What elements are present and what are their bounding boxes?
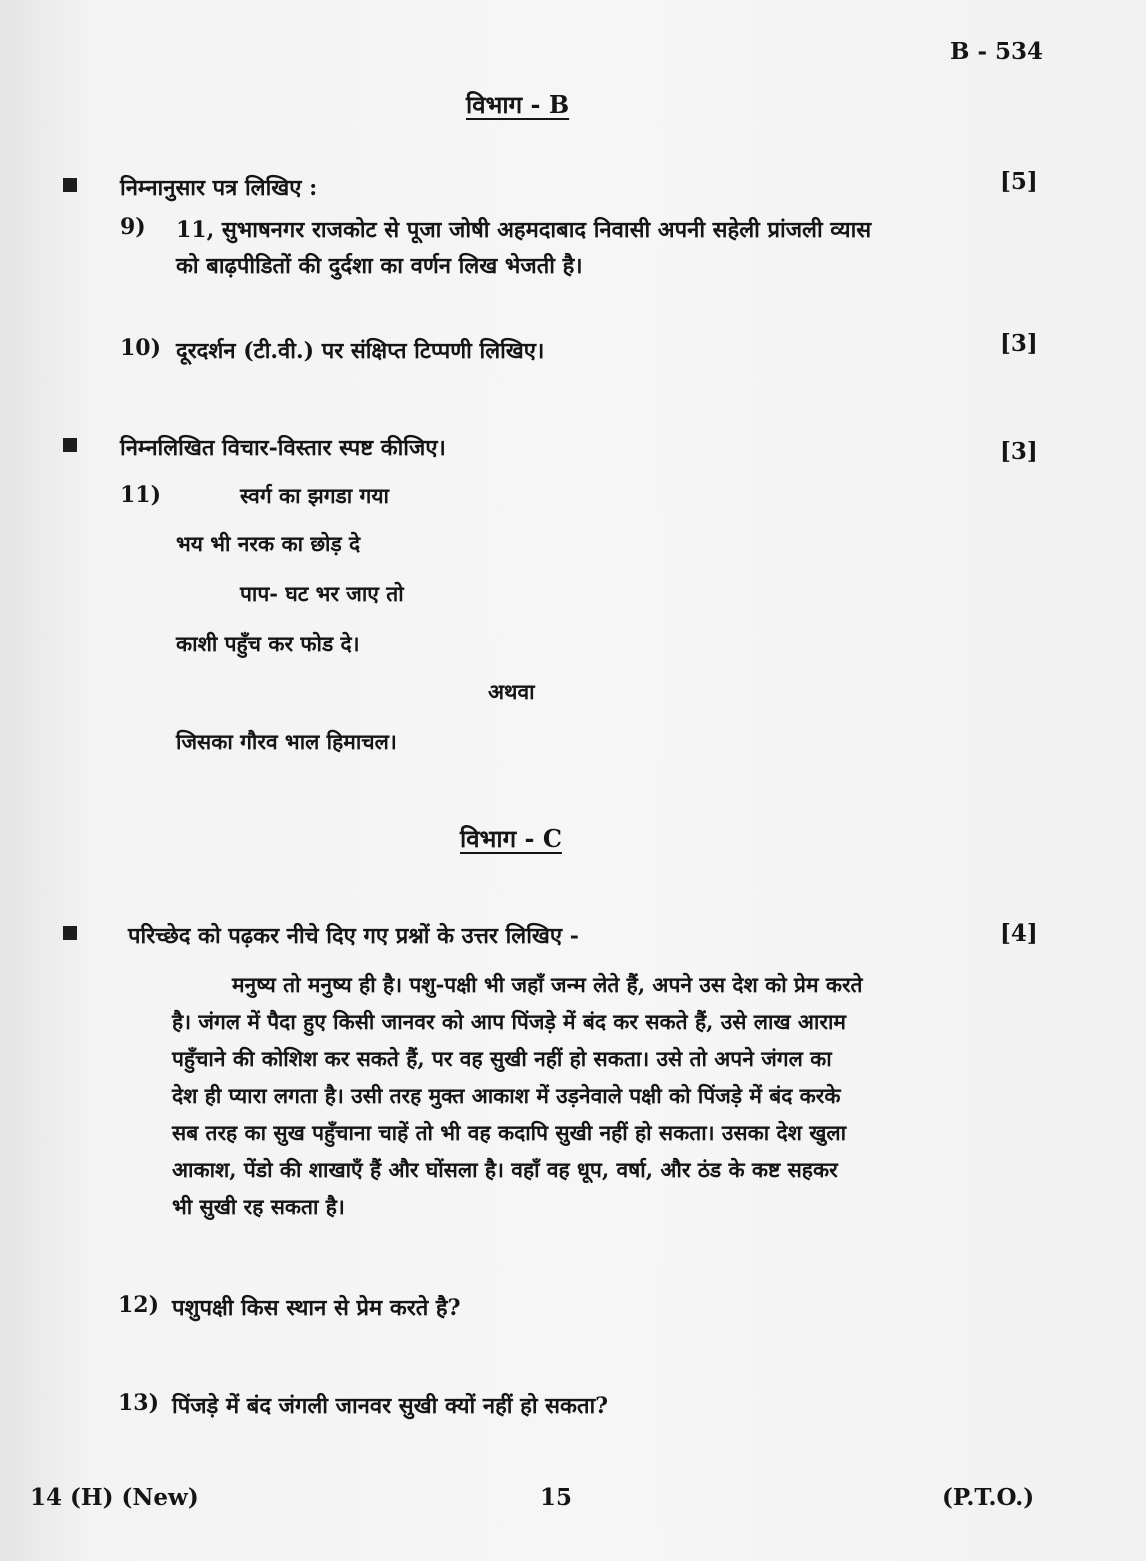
passage-instruction: परिच्छेद को पढ़कर नीचे दिए गए प्रश्नों के उत्तर लिखिए -: [128, 923, 579, 949]
q11-verse-line-1: स्वर्ग का झगडा गया: [240, 483, 389, 508]
q11-number: 11): [120, 482, 162, 508]
passage: [172, 966, 972, 1225]
q10-number: 10): [120, 335, 162, 361]
bullet-icon: [63, 438, 77, 452]
passage-line: पहुँचाने की कोशिश कर सकते हैं, पर वह सुखी नहीं हो सकता। उसे तो अपने जंगल का: [172, 1046, 832, 1071]
expansion-marks: [3]: [1000, 438, 1038, 465]
passage-line: सब तरह का सुख पहुँचाना चाहें तो भी वह कदापि सुखी नहीं हो सकता। उसका देश खुला: [172, 1120, 847, 1145]
section-b-title: विभाग - B: [466, 90, 570, 119]
q9-line-2: को बाढ़पीडितों की दुर्दशा का वर्णन लिख भेजती है।: [176, 253, 583, 279]
q10-marks: [3]: [1000, 330, 1038, 357]
letter-marks: [5]: [1000, 168, 1038, 195]
passage-marks: [4]: [1000, 920, 1038, 947]
passage-line: मनुष्य तो मनुष्य ही है। पशु-पक्षी भी जहाँ जन्म लेते हैं, अपने उस देश को प्रेम करते: [232, 972, 863, 997]
q9-line-1: 11, सुभाषनगर राजकोट से पूजा जोषी अहमदाबाद निवासी अपनी सहेली प्रांजली व्यास: [176, 217, 872, 243]
q10-text: दूरदर्शन (टी.वी.) पर संक्षिप्त टिप्पणी लिखिए।: [176, 338, 545, 364]
paper-code: B - 534: [950, 38, 1044, 65]
passage-line: भी सुखी रह सकता है।: [172, 1194, 345, 1219]
letter-instruction: निम्नानुसार पत्र लिखिए :: [120, 175, 318, 201]
q11-verse-line-2: भय भी नरक का छोड़ दे: [176, 531, 361, 556]
passage-line: देश ही प्यारा लगता है। उसी तरह मुक्त आकाश में उड़नेवाले पक्षी को पिंजड़े में बंद करके: [172, 1083, 841, 1108]
bullet-icon: [63, 926, 77, 940]
footer-paper-id: 14 (H) (New): [30, 1484, 199, 1511]
passage-line: आकाश, पेंडो की शाखाएँ हैं और घोंसला है। वहाँ वह धूप, वर्षा, और ठंड के कष्ट सहकर: [172, 1157, 838, 1182]
q11-alternative: जिसका गौरव भाल हिमाचल।: [176, 729, 397, 754]
q9-number: 9): [120, 214, 146, 240]
q13-text: पिंजड़े में बंद जंगली जानवर सुखी क्यों नहीं हो सकता?: [172, 1393, 609, 1419]
q11-or: अथवा: [488, 679, 535, 704]
footer-pto: (P.T.O.): [942, 1484, 1035, 1511]
q12-number: 12): [118, 1292, 160, 1318]
expansion-instruction: निम्नलिखित विचार-विस्तार स्पष्ट कीजिए।: [120, 435, 446, 461]
q11-verse-line-4: काशी पहुँच कर फोड दे।: [176, 631, 360, 656]
section-c-title: विभाग - C: [460, 824, 562, 853]
q13-number: 13): [118, 1390, 160, 1416]
bullet-icon: [63, 178, 77, 192]
q12-text: पशुपक्षी किस स्थान से प्रेम करते है?: [172, 1295, 461, 1321]
q11-verse-line-3: पाप- घट भर जाए तो: [240, 581, 404, 606]
page-number: 15: [540, 1484, 573, 1511]
passage-line: है। जंगल में पैदा हुए किसी जानवर को आप पिंजड़े में बंद कर सकते हैं, उसे लाख आराम: [172, 1009, 846, 1034]
